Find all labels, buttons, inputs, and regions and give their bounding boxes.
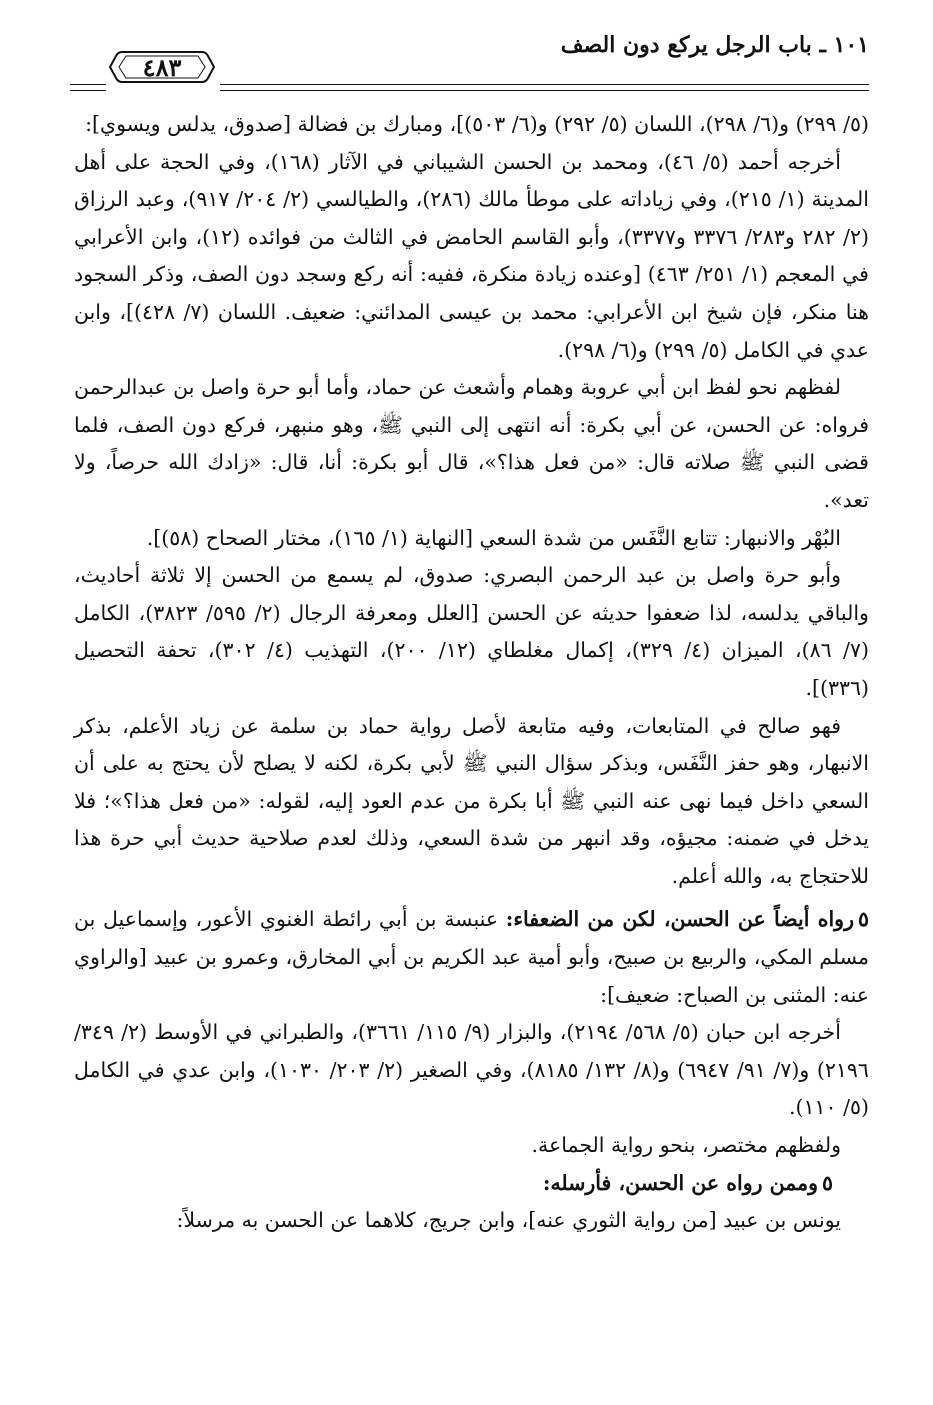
section-text: عنبسة بن أبي رائطة الغنوي الأعور، وإسماعيل بن مسلم المكي، والربيع بن صبيح، وأبو أمية عبد الكريم بن أبي المخارق، وعمرو بن عبيد [والراوي عنه: المثنى بن الصباح: ضعيف]: — [74, 907, 869, 1007]
section-bullet-icon: ٥ — [857, 907, 869, 932]
paragraph: البُهْر والانبهار: تتابع النَّفَس من شدة السعي [النهاية (١/ ١٦٥)، مختار الصحاح (٥٨)]. — [146, 525, 841, 550]
paragraph: (٥/ ٢٩٩) و(٦/ ٢٩٨)، اللسان (٥/ ٢٩٢) و(٦/ ٥٠٣)]، ومبارك بن فضالة [صدوق، يدلس ويسوي]: — [85, 112, 869, 136]
paragraph: يونس بن عبيد [من رواية الثوري عنه]، وابن جريج، كلاهما عن الحسن به مرسلاً: — [176, 1208, 841, 1233]
paragraph-section — [74, 901, 869, 1014]
paragraph: فهو صالح في المتابعات، وفيه متابعة لأصل رواية حماد بن سلمة عن زياد الأعلم، بذكر الانبهار، وهو حفز النَّفَس، وبذكر سؤال النبي ﷺ لأبي بكرة، لكنه لا يصلح لأن يحتج به على أن السعي داخل فيما نهى عنه النبي ﷺ أبا بكرة من عدم العود إليه، لقوله: «من فعل هذا؟»؛ فلا يدخل في ضمنه: مجيؤه، وقد انبهر من شدة السعي، وذلك لعدم صلاحية حديث أبي حرة هذا للاحتجاج به، والله أعلم. — [74, 713, 869, 888]
section-lead: وممن رواه عن الحسن، فأرسله: — [542, 1170, 818, 1195]
body-text — [74, 106, 869, 1240]
page-header — [70, 30, 869, 90]
page-number: ٤٨٣ — [142, 52, 182, 82]
paragraph: لفظهم نحو لفظ ابن أبي عروبة وهمام وأشعث عن حماد، وأما أبو حرة واصل بن عبدالرحمن فرواه: عن الحسن، عن أبي بكرة: أنه انتهى إلى النبي ﷺ، وهو منبهر، فركع دون الصف، فلما قضى النبي ﷺ صلاته قال: «من فعل هذا؟»، قال أبو بكرة: أنا، قال: «زادك الله حرصاً، ولا تعد». — [74, 375, 869, 512]
paragraph: وأبو حرة واصل بن عبد الرحمن البصري: صدوق، لم يسمع من الحسن إلا ثلاثة أحاديث، والباقي يدلسه، لذا ضعفوا حديثه عن الحسن [العلل ومعرفة الرجال (٢/ ٥٩٥/ ٣٨٢٣)، الكامل (٧/ ٨٦)، الميزان (٤/ ٣٢٩)، إكمال مغلطاي (١٢/ ٢٠٠)، التهذيب (٤/ ٣٠٢)، تحفة التحصيل (٣٣٦)]. — [74, 563, 869, 700]
page-number-frame — [108, 48, 216, 86]
paragraph: أخرجه أحمد (٥/ ٤٦)، ومحمد بن الحسن الشيباني في الآثار (١٦٨)، وفي الحجة على أهل المدينة (١/ ٢١٥)، وفي زياداته على موطأ مالك (٢٨٦)، والطيالسي (٢/ ٢٠٤/ ٩١٧)، وعبد الرزاق (٢/ ٢٨٢ و٢٨٣/ ٣٣٧٦ و٣٣٧٧)، وأبو القاسم الحامض في الثالث من فوائده (١٢)، وابن الأعرابي في المعجم (١/ ٢٥١/ ٤٦٣) [وعنده زيادة منكرة، ففيه: أنه ركع وسجد دون الصف، وذكر السجود هنا منكر، فإن شيخ ابن الأعرابي: محمد بن عيسى المدائني: ضعيف. اللسان (٧/ ٤٢٨)]، وابن عدي في الكامل (٥/ ٢٩٩) و(٦/ ٢٩٨). — [74, 149, 869, 362]
section-bullet-icon: ٥ — [821, 1170, 833, 1195]
paragraph: أخرجه ابن حبان (٥/ ٥٦٨/ ٢١٩٤)، والبزار (٩/ ١١٥/ ٣٦٦١)، والطبراني في الأوسط (٢/ ٣٤٩/ ٢١٩٦) و(٧/ ٩١/ ٦٩٤٧) و(٨/ ١٣٢/ ٨١٨٥)، وفي الصغير (٢/ ٢٠٣/ ١٠٣٠)، وابن عدي في الكامل (٥/ ١١٠). — [74, 1020, 869, 1120]
section-lead: رواه أيضاً عن الحسن، لكن من الضعفاء: — [505, 907, 854, 932]
paragraph-section — [74, 1165, 869, 1203]
header-rule-left — [70, 84, 106, 91]
paragraph: ولفظهم مختصر، بنحو رواية الجماعة. — [531, 1133, 841, 1158]
header-rule-right — [220, 84, 869, 91]
running-title: ١٠١ ـ باب الرجل يركع دون الصف — [560, 32, 869, 58]
